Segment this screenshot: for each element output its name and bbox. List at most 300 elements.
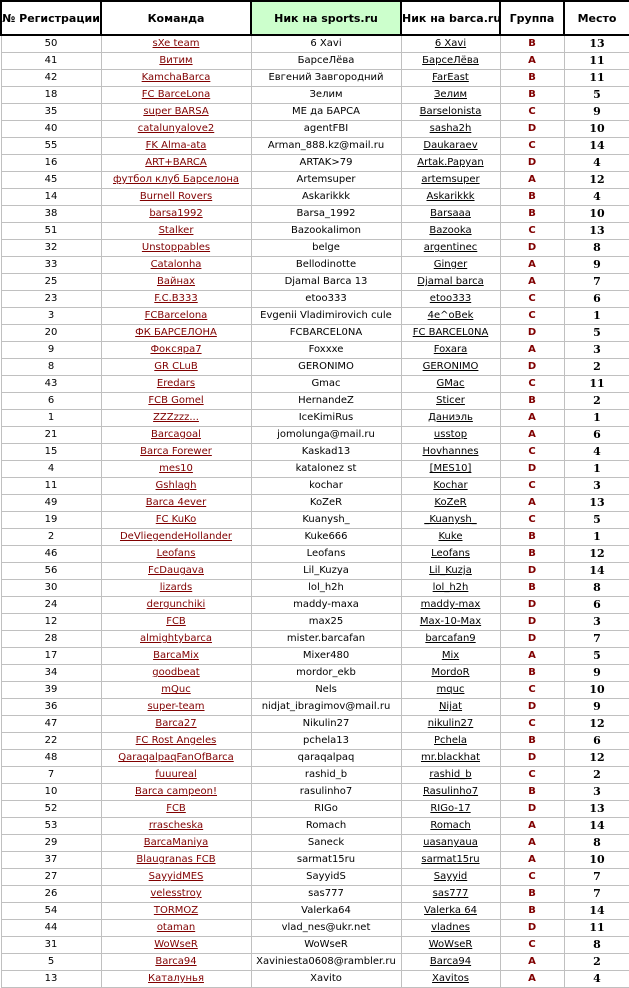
group-value: A (500, 257, 564, 274)
team-link[interactable]: FCB (166, 803, 186, 814)
registration-number: 1 (1, 410, 101, 427)
group-value: B (500, 903, 564, 920)
team-link[interactable]: Вайнах (156, 276, 196, 287)
barca-nick-link[interactable]: barcafan9 (425, 633, 476, 644)
barca-nick-link[interactable]: mr.blackhat (420, 752, 481, 763)
registration-number: 26 (1, 886, 101, 903)
team-link[interactable]: super BARSA (143, 106, 209, 117)
place-value: 5 (564, 512, 629, 529)
group-value: D (500, 750, 564, 767)
barca-nick-link[interactable]: Mix (441, 650, 460, 661)
barca-nick-link[interactable]: Barca94 (429, 956, 472, 967)
team-link[interactable]: Blaugranas FCB (136, 854, 216, 865)
place-value: 6 (564, 597, 629, 614)
registration-number: 19 (1, 512, 101, 529)
group-value: D (500, 597, 564, 614)
team-link[interactable]: dergunchiki (146, 599, 206, 610)
team-cell (101, 937, 251, 954)
team-link[interactable]: TORMOZ (153, 905, 199, 916)
team-link[interactable]: Eredars (156, 378, 196, 389)
table-row (1, 512, 629, 529)
team-link[interactable]: ZZZzzz... (153, 412, 199, 423)
team-link[interactable]: QaraqalpaqFanOfBarca (118, 752, 234, 763)
sports-nick: Kuke666 (251, 529, 401, 546)
place-value: 10 (564, 852, 629, 869)
team-cell (101, 716, 251, 733)
team-cell (101, 903, 251, 920)
team-link[interactable]: Burnell Rovers (139, 191, 213, 202)
group-value: B (500, 580, 564, 597)
registration-number: 36 (1, 699, 101, 716)
registration-number: 3 (1, 308, 101, 325)
group-value: B (500, 206, 564, 223)
barca-nick-link[interactable]: sarmat15ru (421, 854, 480, 865)
team-link[interactable]: FC KuKo (155, 514, 197, 525)
team-link[interactable]: catalunyalove2 (137, 123, 215, 134)
barca-nick-cell (401, 869, 500, 886)
team-link[interactable]: Витим (159, 55, 193, 66)
barca-nick-cell (401, 189, 500, 206)
team-cell (101, 172, 251, 189)
barca-nick-link[interactable]: Djamal barca (417, 276, 484, 287)
barca-nick-link[interactable]: Barselonista (419, 106, 482, 117)
registration-number: 25 (1, 274, 101, 291)
team-link[interactable]: super-team (147, 701, 205, 712)
group-value: D (500, 563, 564, 580)
team-link[interactable]: BarcaMix (153, 650, 199, 661)
table-row (1, 35, 629, 53)
group-value: B (500, 733, 564, 750)
barca-nick-link[interactable]: uasanyaua (423, 837, 478, 848)
registration-number: 42 (1, 70, 101, 87)
registration-number: 21 (1, 427, 101, 444)
place-value: 6 (564, 427, 629, 444)
team-cell (101, 223, 251, 240)
team-cell (101, 597, 251, 614)
barca-nick-cell (401, 172, 500, 189)
barca-nick-link[interactable]: maddy-max (420, 599, 481, 610)
barca-nick-cell (401, 733, 500, 750)
registration-number: 29 (1, 835, 101, 852)
team-cell (101, 665, 251, 682)
place-value: 13 (564, 35, 629, 53)
team-cell (101, 886, 251, 903)
barca-nick-link[interactable]: WoWseR (428, 939, 473, 950)
team-link[interactable]: GR CLuB (154, 361, 198, 372)
barca-nick-cell (401, 682, 500, 699)
table-row (1, 784, 629, 801)
group-value: B (500, 546, 564, 563)
registration-number: 50 (1, 35, 101, 53)
barca-nick-link[interactable]: [MES10] (429, 463, 472, 474)
barca-nick-link[interactable]: Xavitos (432, 973, 469, 984)
table-row (1, 869, 629, 886)
registration-number: 13 (1, 971, 101, 988)
header-team[interactable]: Команда (101, 1, 251, 35)
barca-nick-link[interactable]: Kochar (433, 480, 468, 491)
registration-number: 16 (1, 155, 101, 172)
team-cell (101, 529, 251, 546)
barca-nick-link[interactable]: Leofans (431, 548, 470, 559)
place-value: 12 (564, 546, 629, 563)
team-link[interactable]: F.C.B333 (154, 293, 198, 304)
barca-nick-link[interactable]: vladnes (431, 922, 470, 933)
sports-nick: Arman_888.kz@mail.ru (251, 138, 401, 155)
table-row (1, 223, 629, 240)
sports-nick: vlad_nes@ukr.net (251, 920, 401, 937)
barca-nick-link[interactable]: Max-10-Max (419, 616, 482, 627)
barca-nick-link[interactable]: Romach (430, 820, 471, 831)
barca-nick-link[interactable]: nikulin27 (427, 718, 474, 729)
team-link[interactable]: Barca campeon! (134, 786, 218, 797)
team-link[interactable]: rrascheska (148, 820, 204, 831)
team-link[interactable]: FCBarcelona (144, 310, 208, 321)
table-row (1, 614, 629, 631)
registration-number: 12 (1, 614, 101, 631)
place-value: 13 (564, 801, 629, 818)
team-link[interactable]: Leofans (156, 548, 196, 559)
team-cell (101, 631, 251, 648)
place-value: 6 (564, 733, 629, 750)
barca-nick-link[interactable]: mquc (436, 684, 465, 695)
place-value: 3 (564, 342, 629, 359)
place-value: 1 (564, 410, 629, 427)
barca-nick-cell (401, 937, 500, 954)
team-link[interactable]: Barcagoal (151, 429, 201, 440)
registration-number: 40 (1, 121, 101, 138)
sports-nick: katalonez st (251, 461, 401, 478)
registration-number: 45 (1, 172, 101, 189)
team-cell (101, 699, 251, 716)
header-sports-nick[interactable]: Ник на sports.ru (251, 1, 401, 35)
table-row (1, 87, 629, 104)
table-row (1, 342, 629, 359)
barca-nick-link[interactable]: 6 Xavi (434, 38, 467, 49)
barca-nick-link[interactable]: Hovhannes (422, 446, 479, 457)
barca-nick-link[interactable]: Askarikkk (426, 191, 475, 202)
place-value: 1 (564, 461, 629, 478)
place-value: 9 (564, 699, 629, 716)
place-value: 4 (564, 444, 629, 461)
team-link[interactable]: DeVliegendeHollander (119, 531, 232, 542)
team-link[interactable]: fuuureal (155, 769, 197, 780)
team-link[interactable]: Catalonha (150, 259, 202, 270)
team-link[interactable]: SayyidMES (148, 871, 204, 882)
barca-nick-link[interactable]: Pchela (434, 735, 467, 746)
team-link[interactable]: Barca94 (155, 956, 197, 967)
table-row (1, 767, 629, 784)
group-value: B (500, 784, 564, 801)
group-value: A (500, 818, 564, 835)
barca-nick-link[interactable]: etoo333 (429, 293, 472, 304)
barca-nick-link[interactable]: Lil_Kuzja (429, 565, 472, 576)
barca-nick-cell (401, 903, 500, 920)
team-cell (101, 376, 251, 393)
group-value: A (500, 954, 564, 971)
sports-nick: Nikulin27 (251, 716, 401, 733)
barca-nick-link[interactable]: argentinec (423, 242, 478, 253)
team-link[interactable]: Gshlagh (155, 480, 197, 491)
barca-nick-cell (401, 342, 500, 359)
group-value: A (500, 835, 564, 852)
sports-nick: GERONIMO (251, 359, 401, 376)
team-link[interactable]: velesstroy (150, 888, 202, 899)
team-link[interactable]: футбол клуб Барселона (112, 174, 239, 185)
barca-nick-link[interactable]: Nijat (438, 701, 463, 712)
group-value: A (500, 172, 564, 189)
table-row (1, 155, 629, 172)
header-barca-nick[interactable]: Ник на barca.ru (401, 1, 500, 35)
team-link[interactable]: sXe team (152, 38, 200, 49)
table-row (1, 376, 629, 393)
team-cell (101, 563, 251, 580)
registration-number: 15 (1, 444, 101, 461)
team-link[interactable]: FCB (166, 616, 186, 627)
place-value: 4 (564, 189, 629, 206)
team-link[interactable]: FC Rost Angeles (135, 735, 217, 746)
registration-number: 7 (1, 767, 101, 784)
barca-nick-link[interactable]: Даниэль (428, 412, 473, 423)
sports-nick: Евгений Завгородний (251, 70, 401, 87)
team-link[interactable]: Barca27 (155, 718, 197, 729)
table-row (1, 801, 629, 818)
table-row (1, 274, 629, 291)
registration-number: 51 (1, 223, 101, 240)
sports-nick: rasulinho7 (251, 784, 401, 801)
team-cell (101, 920, 251, 937)
sports-nick: RIGo (251, 801, 401, 818)
group-value: A (500, 971, 564, 988)
barca-nick-link[interactable]: Daukaraev (423, 140, 478, 151)
table-row (1, 733, 629, 750)
header-group[interactable]: Группа (500, 1, 564, 35)
registration-number: 46 (1, 546, 101, 563)
table-row (1, 172, 629, 189)
sports-nick: maddy-maxa (251, 597, 401, 614)
group-value: D (500, 121, 564, 138)
registration-number: 27 (1, 869, 101, 886)
barca-nick-link[interactable]: Kuke (438, 531, 463, 542)
barca-nick-cell (401, 87, 500, 104)
barca-nick-cell (401, 257, 500, 274)
header-place[interactable]: Место (564, 1, 629, 35)
team-cell (101, 87, 251, 104)
sports-nick: Nels (251, 682, 401, 699)
team-cell (101, 189, 251, 206)
team-link[interactable]: Stalker (158, 225, 194, 236)
sports-nick: pchela13 (251, 733, 401, 750)
barca-nick-link[interactable]: Rasulinho7 (422, 786, 479, 797)
team-link[interactable]: ART+BARCA (145, 157, 207, 168)
place-value: 4 (564, 971, 629, 988)
table-row (1, 461, 629, 478)
place-value: 11 (564, 376, 629, 393)
barca-nick-link[interactable]: usstop (433, 429, 468, 440)
team-link[interactable]: Каталунья (148, 973, 204, 984)
barca-nick-link[interactable]: KoZeR (434, 497, 467, 508)
team-cell (101, 461, 251, 478)
table-row (1, 444, 629, 461)
barca-nick-cell (401, 104, 500, 121)
team-cell (101, 444, 251, 461)
barca-nick-cell (401, 716, 500, 733)
group-value: C (500, 376, 564, 393)
barca-nick-link[interactable]: Sticer (436, 395, 465, 406)
registration-number: 6 (1, 393, 101, 410)
table-row (1, 818, 629, 835)
place-value: 1 (564, 308, 629, 325)
barca-nick-cell (401, 53, 500, 70)
barca-nick-link[interactable]: GERONIMO (422, 361, 479, 372)
barca-nick-link[interactable]: rashid_b (429, 769, 472, 780)
group-value: C (500, 138, 564, 155)
team-cell (101, 478, 251, 495)
sports-nick: SayyidS (251, 869, 401, 886)
group-value: D (500, 699, 564, 716)
barca-nick-link[interactable]: Valerka 64 (424, 905, 477, 916)
team-link[interactable]: goodbeat (152, 667, 200, 678)
team-link[interactable]: WoWseR (154, 939, 198, 950)
table-row (1, 699, 629, 716)
team-cell (101, 53, 251, 70)
barca-nick-cell (401, 240, 500, 257)
registration-number: 53 (1, 818, 101, 835)
sports-nick: Bellodinotte (251, 257, 401, 274)
team-link[interactable]: otaman (156, 922, 196, 933)
barca-nick-link[interactable]: GMac (436, 378, 465, 389)
group-value: B (500, 189, 564, 206)
group-value: C (500, 291, 564, 308)
sports-nick: lol_h2h (251, 580, 401, 597)
barca-nick-link[interactable]: FarEast (432, 72, 469, 83)
barca-nick-link[interactable]: Зелим (434, 89, 467, 100)
team-cell (101, 410, 251, 427)
table-row (1, 835, 629, 852)
team-link[interactable]: Фоксяра7 (150, 344, 202, 355)
barca-nick-link[interactable]: Sayyid (433, 871, 468, 882)
team-cell (101, 648, 251, 665)
barca-nick-cell (401, 291, 500, 308)
sports-nick: Romach (251, 818, 401, 835)
barca-nick-link[interactable]: FC BARCEL0NA (412, 327, 489, 338)
team-link[interactable]: FCB Gomel (148, 395, 204, 406)
sports-nick: 6 Xavi (251, 35, 401, 53)
barca-nick-cell (401, 427, 500, 444)
group-value: B (500, 35, 564, 53)
barca-nick-link[interactable]: _Kuanysh_ (424, 514, 477, 525)
team-link[interactable]: lizards (159, 582, 193, 593)
sports-nick: Barsa_1992 (251, 206, 401, 223)
team-link[interactable]: ФК БАРСЕЛОНА (135, 327, 217, 338)
barca-nick-link[interactable]: MordoR (431, 667, 470, 678)
team-cell (101, 206, 251, 223)
registration-number: 20 (1, 325, 101, 342)
team-link[interactable]: almightybarca (140, 633, 212, 644)
place-value: 4 (564, 155, 629, 172)
barca-nick-cell (401, 495, 500, 512)
team-link[interactable]: mQuc (161, 684, 191, 695)
table-row (1, 903, 629, 920)
group-value: A (500, 648, 564, 665)
table-row (1, 427, 629, 444)
barca-nick-link[interactable]: lol_h2h (432, 582, 469, 593)
barca-nick-cell (401, 393, 500, 410)
group-value: C (500, 767, 564, 784)
sports-nick: Lil_Kuzya (251, 563, 401, 580)
table-row (1, 750, 629, 767)
barca-nick-link[interactable]: 4e^oBek (427, 310, 474, 321)
place-value: 8 (564, 937, 629, 954)
barca-nick-cell (401, 801, 500, 818)
barca-nick-cell (401, 410, 500, 427)
team-link[interactable]: FK Alma-ata (145, 140, 207, 151)
barca-nick-cell (401, 920, 500, 937)
team-cell (101, 580, 251, 597)
registration-number: 30 (1, 580, 101, 597)
barca-nick-cell (401, 325, 500, 342)
sports-nick: sas777 (251, 886, 401, 903)
barca-nick-link[interactable]: artemsuper (421, 174, 480, 185)
barca-nick-link[interactable]: Barsaaa (430, 208, 471, 219)
registration-number: 39 (1, 682, 101, 699)
table-row (1, 546, 629, 563)
barca-nick-cell (401, 512, 500, 529)
team-link[interactable]: Barca Forewer (140, 446, 212, 457)
team-link[interactable]: BarcaManiya (143, 837, 209, 848)
place-value: 8 (564, 580, 629, 597)
place-value: 2 (564, 767, 629, 784)
sports-nick: max25 (251, 614, 401, 631)
barca-nick-link[interactable]: RIGo-17 (430, 803, 471, 814)
table-row (1, 308, 629, 325)
team-cell (101, 35, 251, 53)
place-value: 1 (564, 529, 629, 546)
sports-nick: ARTAK>79 (251, 155, 401, 172)
barca-nick-link[interactable]: Foxara (433, 344, 468, 355)
barca-nick-link[interactable]: БарсеЛёва (422, 55, 479, 66)
team-link[interactable]: barsa1992 (149, 208, 203, 219)
team-link[interactable]: Unstoppables (141, 242, 211, 253)
sports-nick: МЕ да БАРСА (251, 104, 401, 121)
barca-nick-link[interactable]: sasha2h (429, 123, 472, 134)
registration-number: 55 (1, 138, 101, 155)
sports-nick: Leofans (251, 546, 401, 563)
team-cell (101, 750, 251, 767)
header-registration[interactable]: № Регистрации (1, 1, 101, 35)
barca-nick-cell (401, 308, 500, 325)
barca-nick-link[interactable]: Ginger (433, 259, 468, 270)
group-value: C (500, 444, 564, 461)
registration-number: 10 (1, 784, 101, 801)
registration-number: 9 (1, 342, 101, 359)
registration-number: 33 (1, 257, 101, 274)
group-value: C (500, 223, 564, 240)
registration-number: 31 (1, 937, 101, 954)
barca-nick-link[interactable]: sas777 (432, 888, 469, 899)
table-row (1, 495, 629, 512)
barca-nick-cell (401, 206, 500, 223)
team-link[interactable]: FC BarceLona (141, 89, 211, 100)
barca-nick-link[interactable]: Artak.Papyan (417, 157, 484, 168)
team-link[interactable]: Barca 4ever (145, 497, 207, 508)
barca-nick-link[interactable]: Bazooka (429, 225, 472, 236)
registration-number: 48 (1, 750, 101, 767)
team-link[interactable]: FcDaugava (148, 565, 204, 576)
table-row (1, 478, 629, 495)
place-value: 5 (564, 87, 629, 104)
team-link[interactable]: mes10 (159, 463, 193, 474)
team-link[interactable]: KamchaBarca (141, 72, 211, 83)
